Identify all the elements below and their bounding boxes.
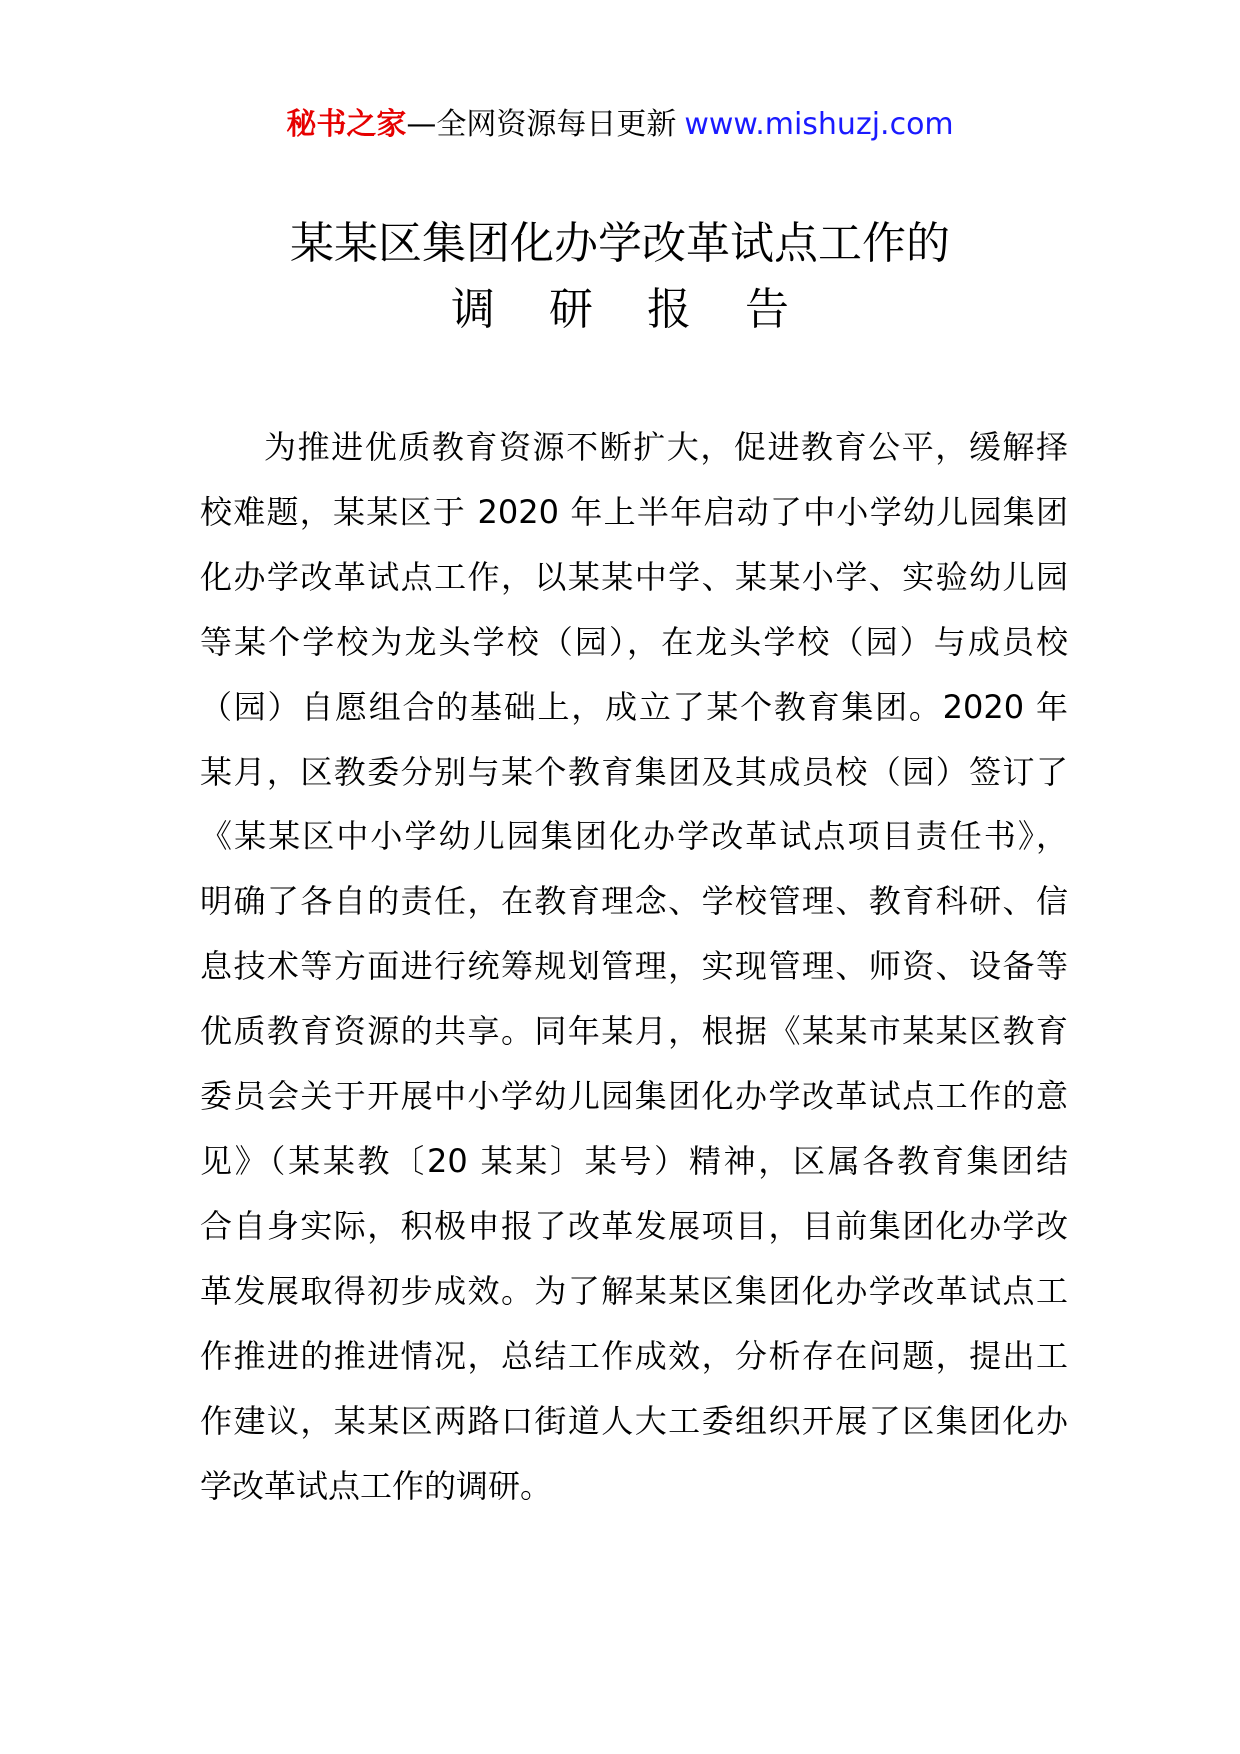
paragraph-line: 见》（某某教〔20 某某〕某号）精神，区属各教育集团结 bbox=[200, 1141, 1068, 1180]
paragraph-line: 革发展取得初步成效。为了解某某区集团化办学改革试点工 bbox=[200, 1271, 1068, 1310]
paragraph-line: 某月，区教委分别与某个教育集团及其成员校（园）签订了 bbox=[200, 752, 1068, 791]
paragraph-line: 等某个学校为龙头学校（园），在龙头学校（园）与成员校 bbox=[200, 622, 1068, 661]
paragraph-line: 作建议，某某区两路口街道人大工委组织开展了区集团化办 bbox=[200, 1401, 1068, 1440]
paragraph-line: 为推进优质教育资源不断扩大，促进教育公平，缓解择 bbox=[264, 428, 1068, 466]
paragraph-line: 合自身实际，积极申报了改革发展项目，目前集团化办学改 bbox=[200, 1206, 1068, 1245]
site-brand: 秘书之家 bbox=[286, 107, 407, 142]
document-title-line-1: 某某区集团化办学改革试点工作的 bbox=[290, 218, 950, 269]
paragraph-line: 明确了各自的责任，在教育理念、学校管理、教育科研、信 bbox=[200, 882, 1068, 921]
body-paragraph bbox=[200, 415, 1068, 1518]
paragraph-line: 息技术等方面进行统筹规划管理，实现管理、师资、设备等 bbox=[200, 947, 1068, 986]
paragraph-line: 优质教育资源的共享。同年某月，根据《某某市某某区教育 bbox=[200, 1012, 1068, 1051]
paragraph-line: 《某某区中小学幼儿园集团化办学改革试点项目责任书》， bbox=[200, 817, 1068, 856]
document-title-line-2: 调研报告 bbox=[451, 284, 843, 335]
paragraph-line: 作推进的推进情况，总结工作成效，分析存在问题，提出工 bbox=[200, 1336, 1068, 1375]
site-tagline: —全网资源每日更新 bbox=[406, 107, 677, 142]
paragraph-line: 学改革试点工作的调研。 bbox=[200, 1466, 553, 1505]
paragraph-line: 委员会关于开展中小学幼儿园集团化办学改革试点工作的意 bbox=[200, 1077, 1068, 1116]
site-header bbox=[0, 100, 1240, 150]
document-title bbox=[0, 212, 1240, 342]
site-url-link[interactable]: www.mishuzj.com bbox=[684, 107, 954, 142]
paragraph-line: 化办学改革试点工作，以某某中学、某某小学、实验幼儿园 bbox=[200, 557, 1068, 596]
paragraph-line: （园）自愿组合的基础上，成立了某个教育集团。2020 年 bbox=[200, 687, 1068, 726]
paragraph-line: 校难题，某某区于 2020 年上半年启动了中小学幼儿园集团 bbox=[200, 492, 1068, 531]
